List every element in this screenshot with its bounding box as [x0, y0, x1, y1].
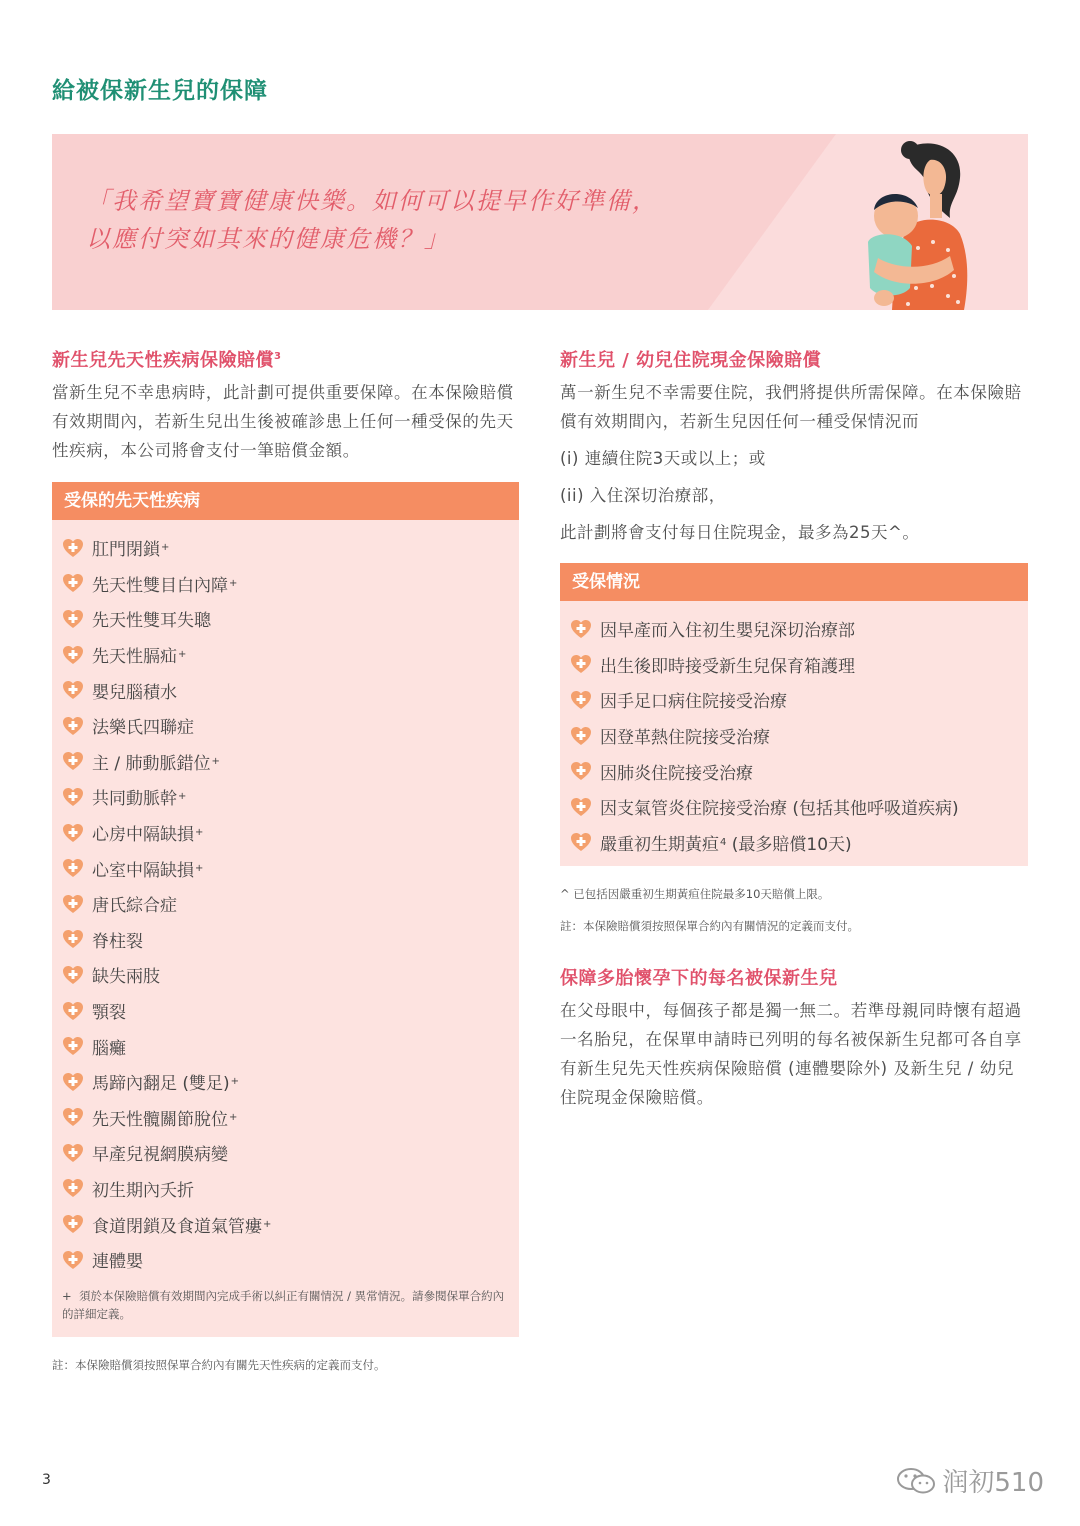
jaundice-footnote: ^ 已包括因嚴重初生期黃疸住院最多10天賠償上限。: [560, 887, 830, 902]
condition-2: (ii) 入住深切治療部，: [560, 486, 726, 505]
congenital-item: [52, 993, 519, 1029]
hospital-cash-heading: 新生兒 / 幼兒住院現金保險賠償: [560, 350, 822, 371]
heart-cross-icon: [62, 787, 84, 807]
heart-cross-icon: [570, 619, 592, 639]
heart-cross-icon: [62, 645, 84, 665]
surgery-mark: +: [195, 827, 204, 839]
congenital-list: [52, 520, 519, 1277]
covered-condition-item: [560, 647, 1028, 683]
congenital-item: [52, 1135, 519, 1171]
covered-condition-item: [560, 682, 1028, 718]
congenital-item-text: 脊柱裂: [92, 931, 143, 952]
heart-cross-icon: [62, 1107, 84, 1127]
covered-conditions-list: [560, 601, 1028, 866]
heart-cross-icon: [62, 823, 84, 843]
hospital-cash-intro: 萬一新生兒不幸需要住院，我們將提供所需保障。在本保險賠償有效期間內，若新生兒因任何一種受保情況而: [560, 383, 1022, 431]
covered-condition-text: 因支氣管炎住院接受治療 (包括其他呼吸道疾病): [600, 799, 959, 820]
condition-1: (i) 連續住院3天或以上；或: [560, 449, 766, 468]
heart-cross-icon: [62, 1143, 84, 1163]
congenital-item-text: 早產兒視網膜病變: [92, 1145, 228, 1166]
covered-condition-text: 出生後即時接受新生兒保育箱護理: [600, 656, 855, 677]
covered-condition-item: [560, 718, 1028, 754]
banner-quote: [86, 182, 658, 258]
covered-condition-suffix: (最多賠償10天): [726, 834, 852, 855]
congenital-item: [52, 1206, 519, 1242]
left-column: [52, 346, 519, 1373]
heart-cross-icon: [62, 1001, 84, 1021]
quote-line-1: 「我希望寶寶健康快樂。如何可以提早作好準備，: [86, 187, 658, 215]
congenital-item: [52, 672, 519, 708]
conditions-note: 註：本保險賠償須按照保單合約內有關情況的定義而支付。: [560, 919, 859, 934]
heart-cross-icon: [62, 929, 84, 949]
surgery-mark: +: [229, 1111, 238, 1123]
heart-cross-icon: [62, 573, 84, 593]
congenital-item: [52, 886, 519, 922]
congenital-item: [52, 779, 519, 815]
quote-banner: [52, 134, 1028, 310]
congenital-item-text: 先天性雙目白內障: [92, 575, 228, 596]
congenital-item: [52, 708, 519, 744]
congenital-item-text: 唐氏綜合症: [92, 896, 177, 917]
congenital-item-text: 缺失兩肢: [92, 967, 160, 988]
congenital-note: 註：本保險賠償須按照保單合約內有關先天性疾病的定義而支付。: [52, 1358, 386, 1373]
congenital-item: [52, 566, 519, 602]
congenital-item: [52, 1100, 519, 1136]
covered-condition-text: 因早產而入住初生嬰兒深切治療部: [600, 621, 855, 642]
congenital-item: [52, 601, 519, 637]
heart-cross-icon: [62, 1178, 84, 1198]
congenital-item-text: 馬蹄內翻足 (雙足): [92, 1074, 230, 1095]
surgery-mark: +: [229, 577, 238, 589]
congenital-item-text: 法樂氏四聯症: [92, 718, 194, 739]
quote-line-2: 以應付突如其來的健康危機？」: [86, 225, 450, 253]
congenital-item-text: 連體嬰: [92, 1252, 143, 1273]
congenital-box-footnote: + 須於本保險賠償有效期間內完成手術以糾正有關情況 / 異常情況。請參閱保單合約內的詳細定義。: [62, 1289, 505, 1322]
covered-condition-text: 因手足口病住院接受治療: [600, 692, 787, 713]
multiple-pregnancy-text: 在父母眼中，每個孩子都是獨一無二。若準母親同時懷有超過一名胎兒，在保單申請時已列明的每名被保新生兒都可各自享有新生兒先天性疾病保險賠償 (連體嬰除外) 及新生兒 / 幼兒住院現金保險賠償。: [560, 1001, 1022, 1108]
congenital-item: [52, 1242, 519, 1278]
congenital-item-text: 初生期內夭折: [92, 1180, 194, 1201]
surgery-mark: +: [195, 862, 204, 874]
congenital-item-text: 嬰兒腦積水: [92, 682, 177, 703]
heart-cross-icon: [570, 832, 592, 852]
congenital-item-text: 共同動脈幹: [92, 789, 177, 810]
congenital-item: [52, 1171, 519, 1207]
congenital-item: [52, 957, 519, 993]
congenital-item: [52, 1064, 519, 1100]
congenital-item: [52, 922, 519, 958]
watermark-text: 润初510: [942, 1468, 1044, 1498]
covered-conditions-box: [560, 563, 1028, 866]
page-title: 給被保新生兒的保障: [52, 78, 268, 104]
heart-cross-icon: [62, 1072, 84, 1092]
multiple-pregnancy-heading: 保障多胎懷孕下的每名被保新生兒: [560, 968, 838, 990]
heart-cross-icon: [62, 538, 84, 558]
congenital-item: [52, 637, 519, 673]
congenital-item-text: 主 / 肺動脈錯位: [92, 753, 211, 774]
congenital-item-text: 心房中隔缺損: [92, 825, 194, 846]
congenital-item: [52, 744, 519, 780]
congenital-item: [52, 850, 519, 886]
congenital-item-text: 心室中隔缺損: [92, 860, 194, 881]
page-number: 3: [42, 1472, 51, 1488]
right-column: [560, 346, 1028, 1112]
heart-cross-icon: [570, 761, 592, 781]
mother-baby-illustration: [838, 138, 988, 310]
covered-condition-text: 因肺炎住院接受治療: [600, 763, 753, 784]
surgery-mark: +: [263, 1218, 272, 1230]
heart-cross-icon: [570, 797, 592, 817]
heart-cross-icon: [570, 726, 592, 746]
covered-condition-text: 嚴重初生期黃疸: [600, 834, 719, 855]
covered-conditions-heading: 受保情況: [560, 563, 1028, 601]
congenital-item: [52, 1028, 519, 1064]
wechat-icon: [896, 1466, 936, 1496]
heart-cross-icon: [62, 858, 84, 878]
covered-condition-item: [560, 825, 1028, 861]
congenital-item-text: 先天性雙耳失聰: [92, 611, 211, 632]
congenital-item-text: 腦癱: [92, 1038, 126, 1059]
heart-cross-icon: [62, 716, 84, 736]
heart-cross-icon: [62, 1214, 84, 1234]
heart-cross-icon: [62, 894, 84, 914]
covered-condition-item: [560, 789, 1028, 825]
heart-cross-icon: [62, 609, 84, 629]
surgery-mark: +: [161, 542, 170, 554]
congenital-item-text: 先天性膈疝: [92, 647, 177, 668]
congenital-heading: 新生兒先天性疾病保險賠償$^3$: [52, 350, 282, 371]
payout-text: 此計劃將會支付每日住院現金，最多為25天^。: [560, 523, 920, 542]
congenital-box-heading: 受保的先天性疾病: [52, 482, 519, 520]
wechat-watermark: [896, 1462, 1044, 1499]
heart-cross-icon: [62, 1036, 84, 1056]
congenital-intro: 當新生兒不幸患病時，此計劃可提供重要保障。在本保險賠償有效期間內，若新生兒出生後被確診患上任何一種受保的先天性疾病，本公司將會支付一筆賠償金額。: [52, 383, 514, 460]
heart-cross-icon: [62, 1250, 84, 1270]
congenital-list-box: [52, 482, 519, 1337]
covered-condition-text: 因登革熱住院接受治療: [600, 728, 770, 749]
heart-cross-icon: [570, 690, 592, 710]
heart-cross-icon: [570, 654, 592, 674]
surgery-mark: +: [178, 791, 187, 803]
surgery-mark: +: [230, 1076, 240, 1088]
surgery-mark: +: [211, 755, 220, 767]
heart-cross-icon: [62, 751, 84, 771]
congenital-item-text: 先天性髖關節脫位: [92, 1109, 228, 1130]
congenital-item: [52, 815, 519, 851]
congenital-item-text: 顎裂: [92, 1003, 126, 1024]
surgery-mark: +: [178, 649, 187, 661]
heart-cross-icon: [62, 965, 84, 985]
footnote-ref: 4: [720, 836, 727, 848]
congenital-item-text: 肛門閉鎖: [92, 540, 160, 561]
covered-condition-item: [560, 611, 1028, 647]
congenital-item-text: 食道閉鎖及食道氣管瘻: [92, 1216, 262, 1237]
covered-condition-item: [560, 753, 1028, 789]
heart-cross-icon: [62, 680, 84, 700]
congenital-item: [52, 530, 519, 566]
